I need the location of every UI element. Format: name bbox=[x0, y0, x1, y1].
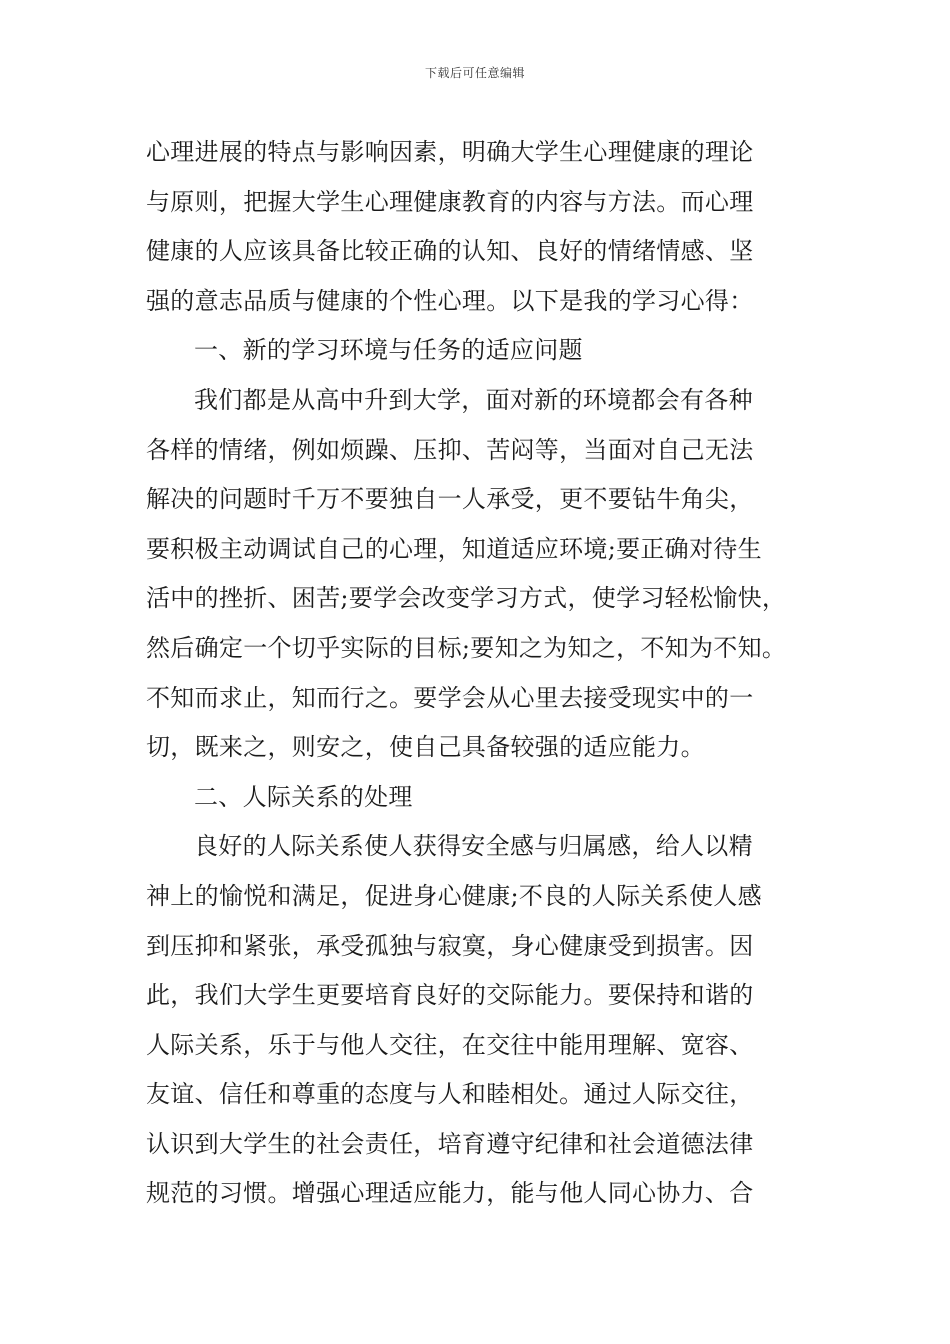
text-line: 友谊、信任和尊重的态度与人和睦相处。通过人际交往， bbox=[146, 1080, 754, 1109]
text-line: 然后确定一个切乎实际的目标;要知之为知之，不知为不知。 bbox=[146, 633, 787, 662]
text-line: 规范的习惯。增强心理适应能力，能与他人同心协力、合 bbox=[146, 1179, 754, 1208]
text-line: 心理进展的特点与影响因素，明确大学生心理健康的理论 bbox=[146, 138, 754, 166]
text-line: 到压抑和紧张，承受孤独与寂寞，身心健康受到损害。因 bbox=[146, 931, 754, 960]
text-line: 活中的挫折、困苦;要学会改变学习方式，使学习轻松愉快， bbox=[146, 584, 787, 613]
text-line: 与原则，把握大学生心理健康教育的内容与方法。而心理 bbox=[146, 187, 754, 216]
text-line: 一、新的学习环境与任务的适应问题 bbox=[194, 336, 583, 365]
text-line: 解决的问题时千万不要独自一人承受，更不要钻牛角尖， bbox=[146, 485, 754, 514]
text-line: 不知而求止，知而行之。要学会从心里去接受现实中的一 bbox=[146, 683, 754, 712]
text-line: 此，我们大学生更要培育良好的交际能力。要保持和谐的 bbox=[146, 981, 754, 1010]
text-line: 二、人际关系的处理 bbox=[194, 782, 413, 811]
text-line: 神上的愉悦和满足，促进身心健康;不良的人际关系使人感 bbox=[146, 881, 762, 910]
text-line: 认识到大学生的社会责任，培育遵守纪律和社会道德法律 bbox=[146, 1129, 754, 1158]
text-line: 人际关系，乐于与他人交往，在交往中能用理解、宽容、 bbox=[146, 1030, 754, 1059]
text-line: 切，既来之，则安之，使自己具备较强的适应能力。 bbox=[146, 733, 705, 762]
text-line: 要积极主动调试自己的心理，知道适应环境;要正确对待生 bbox=[146, 534, 762, 563]
text-line: 我们都是从高中升到大学，面对新的环境都会有各种 bbox=[194, 385, 753, 414]
text-line: 良好的人际关系使人获得安全感与归属感，给人以精 bbox=[194, 832, 753, 861]
page-header: 下载后可任意编辑 bbox=[424, 66, 525, 80]
text-line: 各样的情绪，例如烦躁、压抑、苦闷等，当面对自己无法 bbox=[146, 435, 754, 464]
text-line: 强的意志品质与健康的个性心理。以下是我的学习心得： bbox=[146, 286, 754, 315]
document-body bbox=[146, 128, 818, 1219]
text-line: 健康的人应该具备比较正确的认知、良好的情绪情感、坚 bbox=[146, 237, 754, 266]
